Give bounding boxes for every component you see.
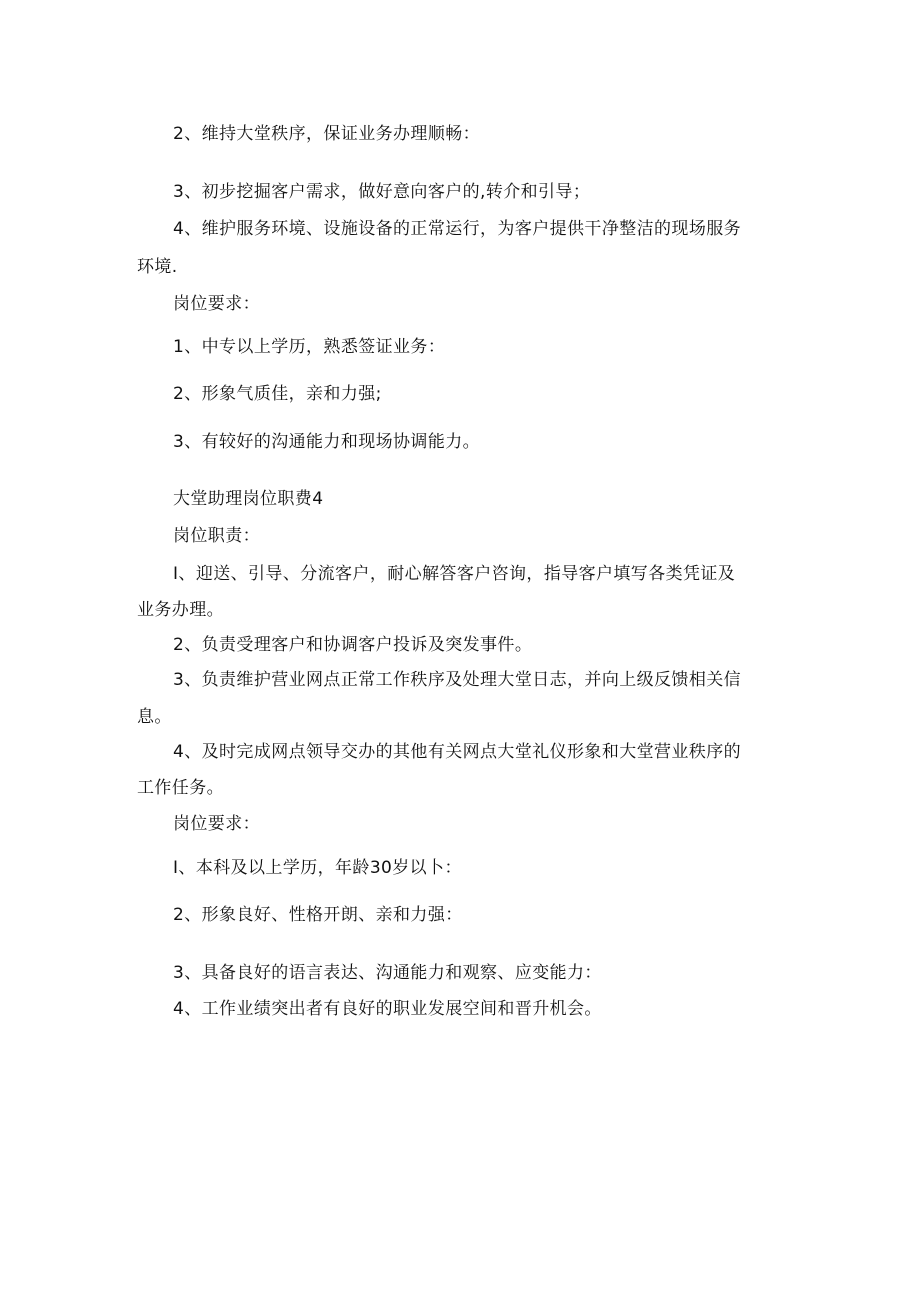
paragraph-line: 息。 — [137, 707, 172, 727]
paragraph-line: 3、具备良好的语言表达、沟通能力和观察、应变能力： — [173, 963, 602, 983]
paragraph-line: 业务办理。 — [137, 600, 224, 620]
paragraph-line: 环境. — [137, 257, 178, 277]
paragraph-line: 2、维持大堂秩序，保证业务办理顺畅： — [173, 124, 481, 144]
section-title: 大堂助理岗位职费4 — [173, 489, 324, 509]
paragraph-line: 1、中专以上学历，熟悉签证业务： — [173, 337, 446, 357]
paragraph-line: 2、形象良好、性格开朗、亲和力强： — [173, 905, 463, 925]
paragraph-line: 3、负责维护营业网点正常工作秩序及处理大堂日志，并向上级反馈相关信 — [173, 670, 742, 690]
paragraph-line: 2、形象气质佳，亲和力强; — [173, 384, 382, 404]
section-heading: 岗位要求： — [173, 294, 260, 314]
paragraph-line: 4、工作业绩突出者有良好的职业发展空间和晋升机会。 — [173, 999, 602, 1019]
paragraph-line: 2、负责受理客户和协调客户投诉及突发事件。 — [173, 635, 533, 655]
paragraph-line: 3、初步挖掘客户需求，做好意向客户的,转介和引导； — [173, 182, 591, 202]
paragraph-line: 4、维护服务环境、设施设备的正常运行，为客户提供干净整洁的现场服务 — [173, 219, 742, 239]
paragraph-line: I、本科及以上学历，年龄30岁以卜： — [173, 858, 462, 878]
paragraph-line: 3、有较好的沟通能力和现场协调能力。 — [173, 432, 481, 452]
paragraph-line: I、迎送、引导、分流客户，耐心解答客户咨询，指导客户填写各类凭证及 — [173, 564, 736, 584]
section-heading: 岗位职责： — [173, 526, 260, 546]
paragraph-line: 工作任务。 — [137, 778, 224, 798]
paragraph-line: 4、及时完成网点领导交办的其他有关网点大堂礼仪形象和大堂营业秩序的 — [173, 742, 742, 762]
section-heading: 岗位要求： — [173, 814, 260, 834]
